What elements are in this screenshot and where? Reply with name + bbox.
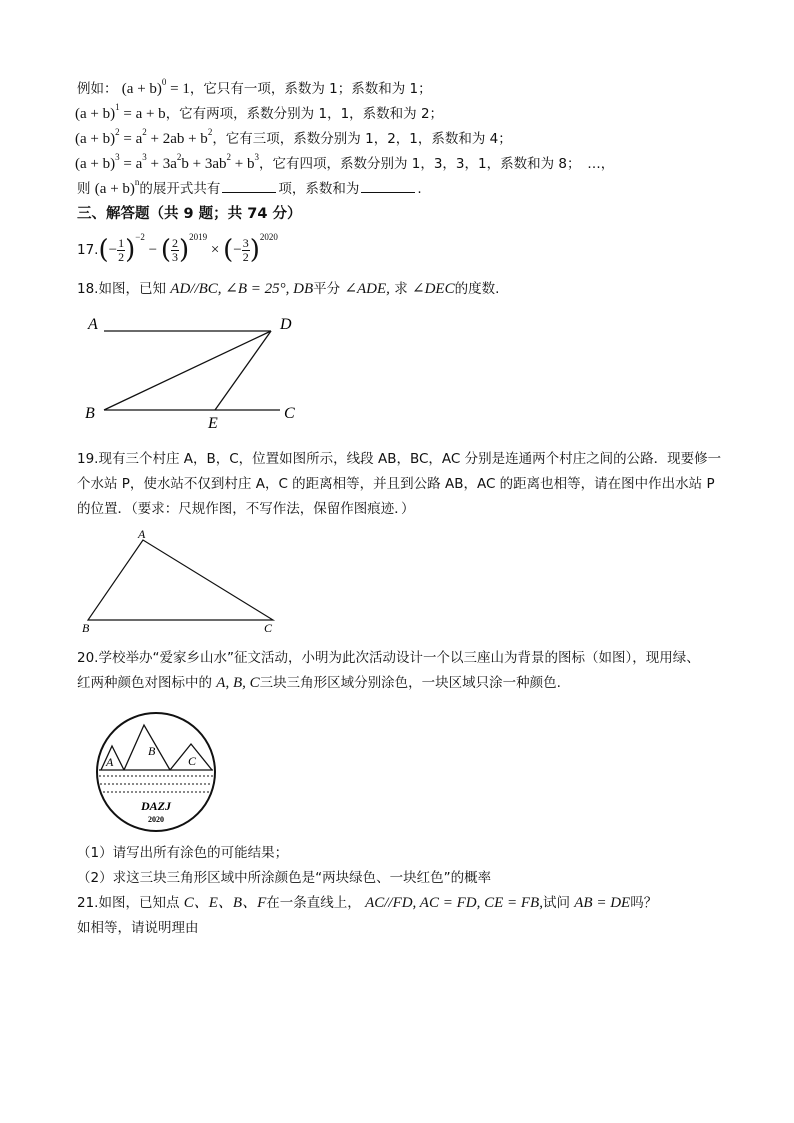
label-C: C xyxy=(284,405,295,422)
math-expr: (a + b) xyxy=(121,81,162,97)
exponent: 2 xyxy=(207,127,213,137)
text: ，它有两项，系数分别为 1，1，系数和为 2； xyxy=(165,106,444,122)
exponent: −2 xyxy=(135,232,145,242)
question-20-sub-2: （2）求这三块三角形区域中所涂颜色是“两块绿色、一块红色”的概率 xyxy=(77,870,492,886)
label-E: E xyxy=(208,415,218,432)
math-expr: (a + b) xyxy=(75,156,116,172)
math-expr: AB = DE xyxy=(574,895,631,911)
denominator: 3 xyxy=(171,249,178,264)
math-expr: = 1 xyxy=(166,81,190,97)
denominator: 2 xyxy=(118,249,125,264)
text: 平分 xyxy=(313,281,345,297)
exponent: 2 xyxy=(176,152,182,162)
question-21-line-2: 如相等，请说明理由 xyxy=(77,920,199,936)
exponent: n xyxy=(134,177,140,187)
segment-BD xyxy=(104,331,271,410)
binomial-line-4 xyxy=(77,179,422,200)
text: 项，系数和为 xyxy=(278,181,360,197)
question-19-line-3: 的位置．（要求：尺规作图，不写作法，保留作图痕迹．） xyxy=(77,501,415,517)
math-expr: A, B, C xyxy=(216,675,260,691)
exponent: 2 xyxy=(115,127,120,137)
label-A: A xyxy=(106,755,114,769)
text: ，它有三项，系数分别为 1，2，1，系数和为 4； xyxy=(212,131,512,147)
numerator: 3 xyxy=(242,235,249,250)
exponent: 3 xyxy=(254,152,259,162)
label-B: B xyxy=(85,405,95,422)
paren: ) xyxy=(249,235,260,265)
math-expr: = a xyxy=(119,131,143,147)
label-D: D xyxy=(280,316,292,333)
paren: ) xyxy=(125,235,136,265)
text: . xyxy=(417,181,422,197)
text: 在一条直线上， xyxy=(266,895,366,911)
math-expr: AD//BC, ∠B = 25°, DB xyxy=(170,281,314,297)
text: ，它有四项，系数分别为 1，3，3，1，系数和为 8； …， xyxy=(258,156,615,172)
label-A: A xyxy=(138,527,146,541)
text: 则 xyxy=(77,181,95,197)
figure-q19 xyxy=(78,525,278,640)
paren: ( xyxy=(98,235,109,265)
text: 红两种颜色对图标中的 xyxy=(77,675,217,691)
exponent: 2 xyxy=(226,152,231,162)
question-21-line-1 xyxy=(77,893,657,913)
math-expr: (a + b) xyxy=(75,106,116,122)
question-20-line-1: 20.学校举办“爱家乡山水”征文活动，小明为此次活动设计一个以三座山为背景的图标（如图），现用绿、 xyxy=(77,650,700,666)
math-expr: = a xyxy=(119,156,143,172)
label-A: A xyxy=(88,316,98,333)
text: ，它只有一项，系数为 1；系数和为 1； xyxy=(189,81,432,97)
binomial-line-1 xyxy=(75,104,443,125)
logo-circle xyxy=(97,713,215,831)
question-18 xyxy=(77,279,499,299)
exponent: 2 xyxy=(142,127,147,137)
question-number: 18. xyxy=(77,281,99,297)
math-expr: − xyxy=(233,242,242,258)
math-expr: (a + b) xyxy=(94,181,135,197)
fraction xyxy=(117,237,125,264)
math-expr: (a + b) xyxy=(75,131,116,147)
question-19-line-2: 个水站 P，使水站不仅到村庄 A，C 的距离相等，并且到公路 AB，AC 的距离也相等，请在图中作出水站 P xyxy=(77,476,715,492)
exponent: 2019 xyxy=(189,232,208,242)
segment-DE xyxy=(215,331,271,410)
math-expr: − xyxy=(144,242,161,258)
binomial-line-3 xyxy=(75,154,614,175)
math-expr: + 2ab + b xyxy=(146,131,208,147)
math-expr: ∠DEC xyxy=(412,281,455,297)
logo-text: DAZJ xyxy=(141,799,171,813)
logo-year: 2020 xyxy=(148,815,164,824)
label-C: C xyxy=(188,754,197,768)
math-expr: + 3a xyxy=(146,156,177,172)
math-expr: + b xyxy=(230,156,255,172)
binomial-line-0 xyxy=(77,79,432,100)
exponent: 3 xyxy=(115,152,120,162)
question-17 xyxy=(77,232,278,272)
text: 试问 xyxy=(542,895,575,911)
fraction xyxy=(242,237,250,264)
section-heading: 三、解答题（共 9 题；共 74 分） xyxy=(77,206,302,222)
exponent: 1 xyxy=(115,102,120,112)
answer-blank-2[interactable] xyxy=(361,179,415,193)
text: 21.如图，已知点 xyxy=(77,895,184,911)
figure-q18 xyxy=(80,310,310,435)
paren: ) xyxy=(178,235,190,265)
label-B: B xyxy=(148,744,156,758)
answer-blank-1[interactable] xyxy=(222,179,276,193)
numerator: 1 xyxy=(118,235,125,250)
fraction xyxy=(171,237,179,264)
math-expr: × xyxy=(207,242,224,258)
exponent: 0 xyxy=(161,77,167,87)
label-C: C xyxy=(264,621,273,635)
triangle-ABC xyxy=(88,540,273,620)
math-expr: − xyxy=(108,242,118,258)
question-number: 17. xyxy=(77,242,99,258)
text: 的展开式共有 xyxy=(139,181,221,197)
math-expr: C、E、B、F xyxy=(183,895,267,911)
math-expr: ∠ADE, xyxy=(344,281,390,297)
figure-q20-logo xyxy=(92,708,222,838)
math-expr: = a + b xyxy=(119,106,166,122)
question-20-line-2 xyxy=(77,673,561,693)
mountain-B xyxy=(124,725,170,770)
math-expr: b + 3ab xyxy=(181,156,227,172)
text: 的度数. xyxy=(454,281,500,297)
text: 求 xyxy=(389,281,413,297)
math-expr: AC//FD, AC = FD, CE = FB, xyxy=(365,895,543,911)
text: 吗？ xyxy=(630,895,658,911)
text: 如图，已知 xyxy=(98,281,171,297)
exponent: 3 xyxy=(142,152,147,162)
exponent: 2020 xyxy=(259,232,278,242)
label-B: B xyxy=(82,621,90,635)
denominator: 2 xyxy=(242,249,249,264)
paren: ( xyxy=(160,235,171,265)
binomial-line-2 xyxy=(75,129,512,150)
question-19-line-1: 19.现有三个村庄 A，B，C，位置如图所示，线段 AB，BC，AC 分别是连通两个村庄之间的公路．现要修一 xyxy=(77,451,722,467)
paren: ( xyxy=(223,235,234,265)
text: 三块三角形区域分别涂色，一块区域只涂一种颜色. xyxy=(259,675,561,691)
question-20-sub-1: （1）请写出所有涂色的可能结果； xyxy=(77,845,289,861)
text: 例如： xyxy=(77,81,118,97)
numerator: 2 xyxy=(171,235,178,250)
